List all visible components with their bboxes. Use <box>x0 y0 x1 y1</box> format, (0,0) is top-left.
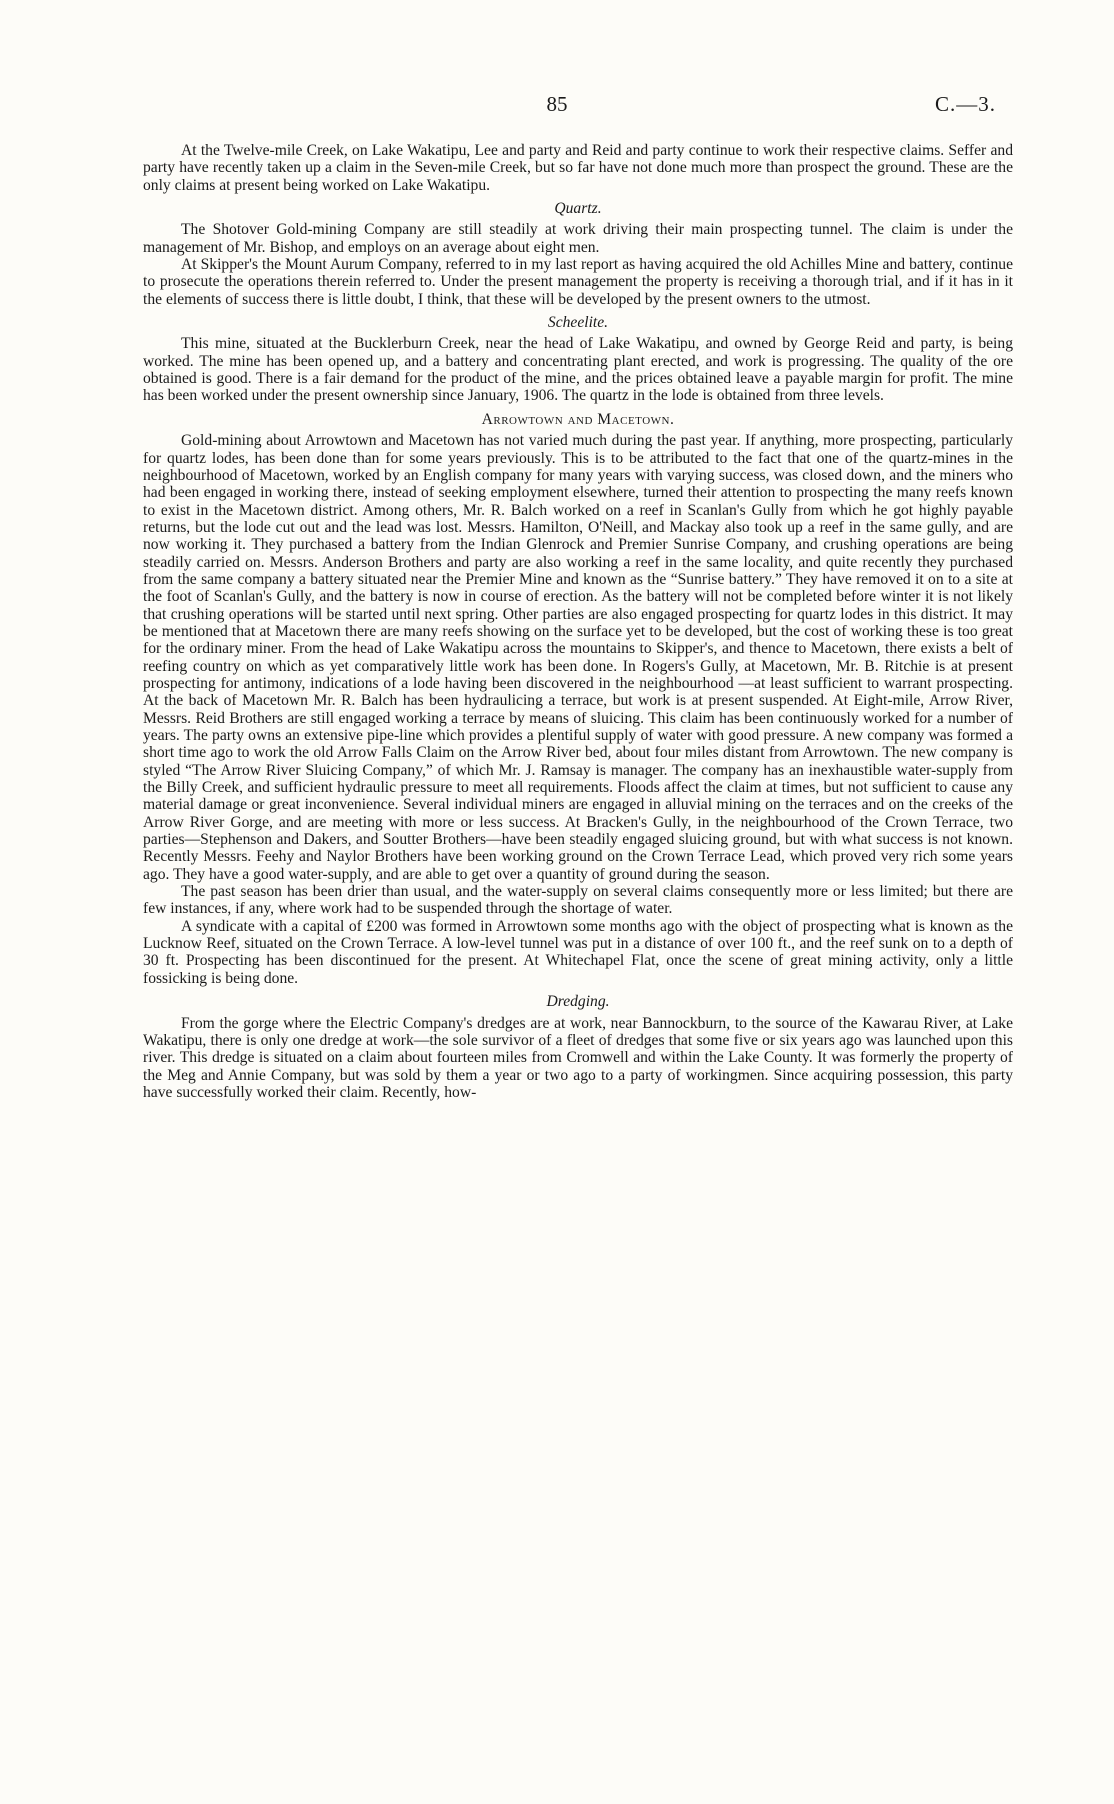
section-heading-quartz: Quartz. <box>554 200 602 218</box>
paragraph: The Shotover Gold-mining Company are still steadily at work driving their main prospecting tunnel. The claim is under the management of Mr. Bishop, and employs on an average about eight men. <box>143 221 1013 256</box>
section-arrowtown-macetown <box>143 411 1013 987</box>
paragraph: Gold-mining about Arrowtown and Macetown has not varied much during the past year. If anything, more prospecting, particularly for quartz lodes, has been done than for some years previously. This is to be attributed to the fact that one of the quartz-mines in the neighbourhood of Macetown, worked by an English company for many years with varying success, was closed down, and the miners who had been engaged in working there, instead of seeking employment elsewhere, turned their attention to prospecting the many reefs known to exist in the Macetown district. Among others, Mr. R. Balch worked on a reef in Scanlan's Gully from which he got highly payable returns, but the lode cut out and the lead was lost. Messrs. Hamilton, O'Neill, and Mackay also took up a reef in the same gully, and are now working it. They purchased a battery from the Indian Glenrock and Premier Sunrise Company, and crushing operations are being steadily carried on. Messrs. Anderson Brothers and party are also working a reef in the same locality, and quite recently they purchased from the same company a battery situated near the Premier Mine and known as the “Sunrise battery.” They have removed it on to a site at the foot of Scanlan's Gully, and the battery is now in course of erection. As the battery will not be completed before winter it is not likely that crushing operations will be started until next spring. Other parties are also engaged prospecting for quartz lodes in this district. It may be mentioned that at Macetown there are many reefs showing on the surface yet to be developed, but the cost of working these is too great for the ordinary miner. From the head of Lake Wakatipu across the mountains to Skipper's, and thence to Macetown, there exists a belt of reefing country on which as yet comparatively little work has been done. In Rogers's Gully, at Macetown, Mr. B. Ritchie is at present prospecting for antimony, indications of a lode having been discovered in the neighbourhood —at least sufficient to warrant prospecting. At the back of Macetown Mr. R. Balch has been hydraulicing a terrace, but work is at present suspended. At Eight-mile, Arrow River, Messrs. Reid Brothers are still engaged working a terrace by means of sluicing. This claim has been continuously worked for a number of years. The party owns an extensive pipe-line which provides a plentiful supply of water with good pressure. A new company was formed a short time ago to work the old Arrow Falls Claim on the Arrow River bed, about four miles distant from Arrowtown. The new company is styled “The Arrow River Sluicing Company,” of which Mr. J. Ramsay is manager. The company has an inexhaustible water-supply from the Billy Creek, and sufficient hydraulic pressure to meet all requirements. Floods affect the claim at times, but not sufficient to cause any material damage or great inconvenience. Several individual miners are engaged in alluvial mining on the terraces and on the creeks of the Arrow River Gorge, and are meeting with more or less success. At Bracken's Gully, in the neighbourhood of the Crown Terrace, two parties—Stephenson and Dakers, and Soutter Brothers—have been steadily engaged sluicing ground, but with what success is not known. Recently Messrs. Feehy and Naylor Brothers have been working ground on the Crown Terrace Lead, which proved very rich some years ago. They have a good water-supply, and are able to get over a quantity of ground during the season. <box>143 432 1013 883</box>
section-heading-scheelite: Scheelite. <box>547 314 609 332</box>
section-heading-dredging: Dredging. <box>546 993 610 1011</box>
page-header <box>0 92 1114 122</box>
section-scheelite <box>143 314 1013 405</box>
paragraph: The past season has been drier than usual, and the water-supply on several claims consequently more or less limited; but there are few instances, if any, where work had to be suspended through the shortage of water. <box>143 883 1013 918</box>
document-body <box>143 142 1013 1101</box>
section-heading-arrowtown-macetown: Arrowtown and Macetown. <box>481 410 675 428</box>
paragraph: At Skipper's the Mount Aurum Company, referred to in my last report as having acquired the old Achilles Mine and battery, continue to prosecute the operations therein referred to. Under the present management the property is receiving a thorough trial, and if it has in it the elements of success there is little doubt, I think, that these will be developed by the present owners to the utmost. <box>143 256 1013 308</box>
paragraph: At the Twelve-mile Creek, on Lake Wakatipu, Lee and party and Reid and party continue to work their respective claims. Seffer and party have recently taken up a claim in the Seven-mile Creek, but so far have not done much more than prospect the ground. These are the only claims at present being worked on Lake Wakatipu. <box>143 142 1013 194</box>
paragraph: This mine, situated at the Bucklerburn Creek, near the head of Lake Wakatipu, and owned by George Reid and party, is being worked. The mine has been opened up, and a battery and concentrating plant erected, and work is progressing. The quality of the ore obtained is good. There is a fair demand for the product of the mine, and the prices obtained leave a payable margin for profit. The mine has been worked under the present ownership since January, 1906. The quartz in the lode is obtained from three levels. <box>143 335 1013 405</box>
paragraph: A syndicate with a capital of £200 was formed in Arrowtown some months ago with the object of prospecting what is known as the Lucknow Reef, situated on the Crown Terrace. A low-level tunnel was put in a distance of over 100 ft., and the reef sunk on to a depth of 30 ft. Prospecting has been discontinued for the present. At Whitechapel Flat, once the scene of great mining activity, only a little fossicking is being done. <box>143 917 1013 987</box>
section-wakatipu <box>143 142 1013 194</box>
document-reference: C.—3. <box>934 92 996 116</box>
paragraph: From the gorge where the Electric Company's dredges are at work, near Bannockburn, to the source of the Kawarau River, at Lake Wakatipu, there is only one dredge at work—the sole survivor of a fleet of dredges that some five or six years ago was launched upon this river. This dredge is situated on a claim about fourteen miles from Cromwell and within the Lake County. It was formerly the property of the Meg and Annie Company, but was sold by them a year or two ago to a party of workingmen. Since acquiring possession, this party have successfully worked their claim. Recently, how- <box>143 1014 1013 1101</box>
section-quartz <box>143 200 1013 308</box>
section-dredging <box>143 993 1013 1101</box>
page-number: 85 <box>546 92 568 116</box>
